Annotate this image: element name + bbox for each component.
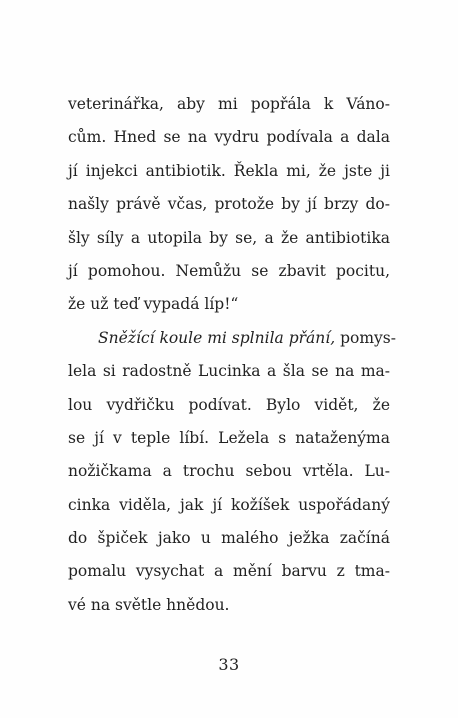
text-line: vé na světle hnědou. bbox=[68, 595, 230, 614]
text-line: lou vydřičku podívat. Bylo vidět, že bbox=[68, 395, 390, 414]
text-line bbox=[68, 322, 396, 355]
text-line: našly právě včas, protože by jí brzy do- bbox=[68, 195, 390, 214]
page-number: 33 bbox=[218, 655, 240, 674]
text-line: veterinářka, aby mi popřála k Váno- bbox=[68, 95, 390, 113]
text-fragment: pomys- bbox=[335, 328, 396, 347]
text-line: cům. Hned se na vydru podívala a dala bbox=[68, 128, 390, 147]
text-line: jí injekci antibiotik. Řekla mi, že jste ji bbox=[68, 161, 390, 180]
text-line: do špiček jako u malého ježka začíná bbox=[68, 529, 390, 548]
paragraph-1 bbox=[68, 88, 390, 322]
text-line: cinka viděla, jak jí kožíšek uspořádaný bbox=[68, 495, 390, 514]
text-line: že už teď vypadá líp!“ bbox=[68, 295, 239, 314]
text-line: lela si radostně Lucinka a šla se na ma- bbox=[68, 362, 390, 381]
text-line: se jí v teple líbí. Ležela s nataženýma bbox=[68, 428, 390, 447]
text-line: pomalu vysychat a mění barvu z tma- bbox=[68, 562, 390, 581]
text-line: šly síly a utopila by se, a že antibiotika bbox=[68, 228, 390, 247]
paragraph-2 bbox=[68, 322, 396, 623]
italic-phrase: Sněžící koule mi splnila přání, bbox=[98, 328, 336, 347]
body-text bbox=[68, 88, 396, 622]
text-line: jí pomohou. Nemůžu se zbavit pocitu, bbox=[68, 261, 390, 280]
text-line: nožičkama a trochu sebou vrtěla. Lu- bbox=[68, 462, 390, 481]
